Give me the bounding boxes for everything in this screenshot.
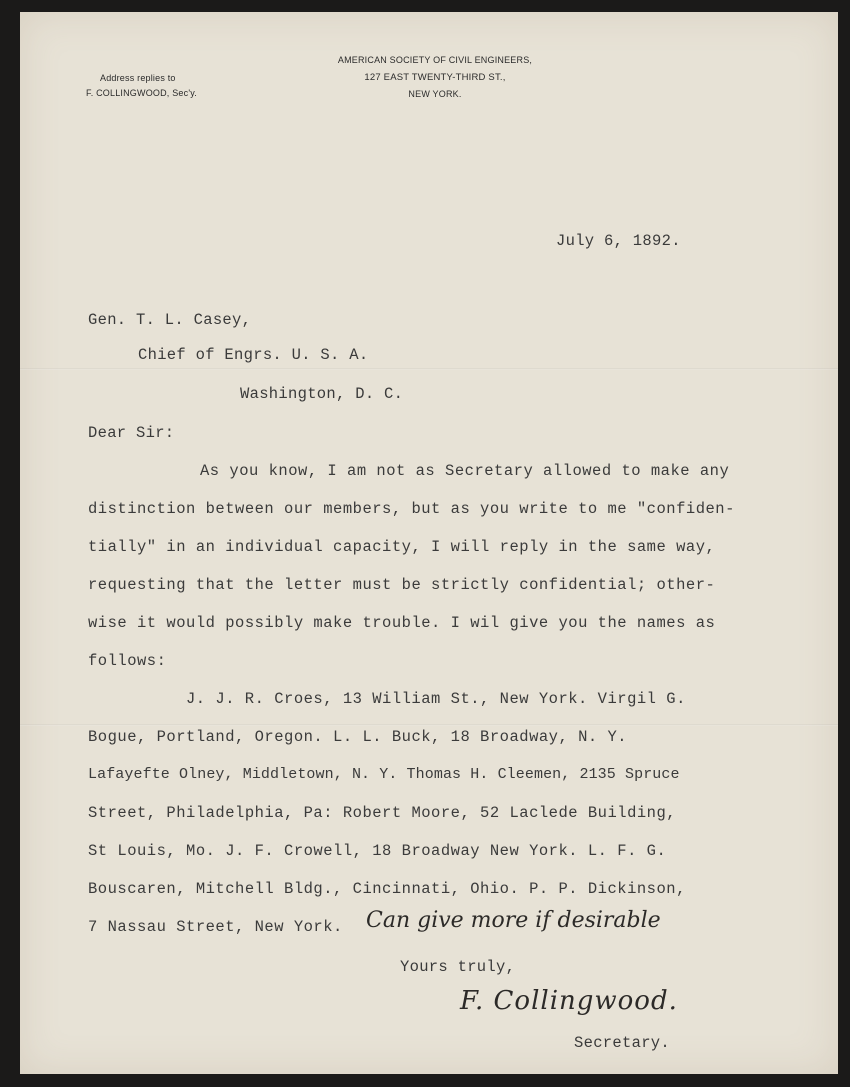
body-line: Bouscaren, Mitchell Bldg., Cincinnati, Ohio. P. P. Dickinson, xyxy=(88,880,686,898)
body-line: requesting that the letter must be strictly confidential; other- xyxy=(88,576,716,594)
salutation: Dear Sir: xyxy=(88,424,175,442)
body-line: J. J. R. Croes, 13 William St., New York. Virgil G. xyxy=(186,690,686,708)
society-name: AMERICAN SOCIETY OF CIVIL ENGINEERS, xyxy=(337,55,533,65)
body-line: As you know, I am not as Secretary allowed to make any xyxy=(200,462,730,480)
body-line: Street, Philadelphia, Pa: Robert Moore, 52 Laclede Building, xyxy=(88,804,677,822)
recipient-place: Washington, D. C. xyxy=(240,385,404,403)
body-line: follows: xyxy=(88,652,167,670)
body-line: Lafayefte Olney, Middletown, N. Y. Thomas H. Cleemen, 2135 Spruce xyxy=(88,766,680,783)
fold-line xyxy=(20,368,838,370)
signer-title: Secretary. xyxy=(574,1034,671,1052)
recipient-title: Chief of Engrs. U. S. A. xyxy=(138,346,369,364)
fold-line xyxy=(20,724,838,726)
recipient-name: Gen. T. L. Casey, xyxy=(88,311,252,329)
body-line: wise it would possibly make trouble. I wil give you the names as xyxy=(88,614,716,632)
society-city: NEW YORK. xyxy=(408,89,462,99)
body-line: 7 Nassau Street, New York. xyxy=(88,918,343,936)
body-line: tially" in an individual capacity, I will reply in the same way, xyxy=(88,538,716,556)
address-replies-label: Address replies to xyxy=(100,73,176,83)
signature: F. Collingwood. xyxy=(460,986,678,1016)
handwritten-note: Can give more if desirable xyxy=(366,908,661,933)
body-line: distinction between our members, but as you write to me "confiden- xyxy=(88,500,735,518)
secretary-line: F. COLLINGWOOD, Sec'y. xyxy=(86,88,197,98)
society-street: 127 EAST TWENTY-THIRD ST., xyxy=(364,72,506,83)
body-line: Bogue, Portland, Oregon. L. L. Buck, 18 Broadway, N. Y. xyxy=(88,728,628,746)
letter-date: July 6, 1892. xyxy=(556,232,681,250)
closing: Yours truly, xyxy=(400,958,516,976)
body-line: St Louis, Mo. J. F. Crowell, 18 Broadway New York. L. F. G. xyxy=(88,842,667,860)
